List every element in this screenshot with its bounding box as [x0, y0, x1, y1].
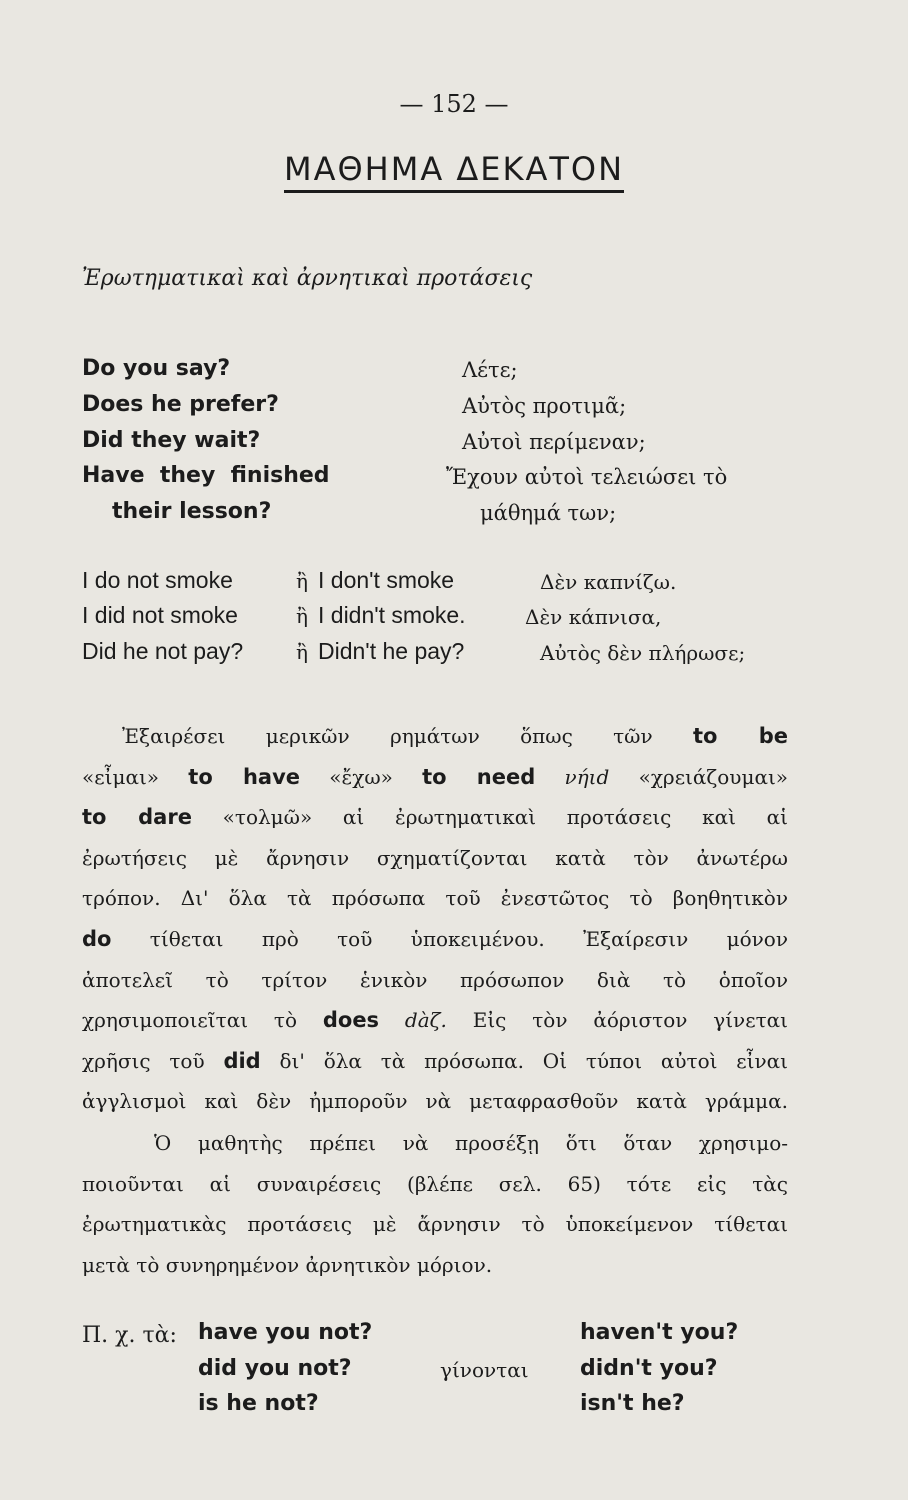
paragraph-contractions — [82, 1123, 788, 1285]
pair-full: I do not smoke — [82, 567, 233, 593]
text-line: ἐρωτηματικὰς προτάσεις μὲ ἄρνησιν τὸ ὑποκείμενον τίθεται — [82, 1212, 788, 1237]
pair-short: Didn't he pay? — [318, 638, 465, 664]
text-line: Ὁ μαθητὴς πρέπει νὰ προσέξῃ ὅτι ὅταν χρησιμο- — [154, 1131, 788, 1155]
contracted-form: didn't you? — [580, 1356, 718, 1381]
example-gr: Αὐτοὶ περίμεναν; — [462, 430, 646, 454]
paragraph-exceptions — [82, 716, 788, 1122]
example-gr: Λέτε; — [462, 358, 518, 382]
page-number: — 152 — — [399, 90, 509, 118]
text-line: ἐρωτήσεις μὲ ἄρνησιν σχηματίζονται κατὰ τὸν ἀνωτέρω — [82, 845, 788, 870]
text-line: Ἐξαιρέσει μερικῶν ρημάτων ὅπως τῶν to be — [122, 724, 788, 748]
pair-gr: Δὲν κάπνισα, — [525, 605, 662, 629]
pair-gr: Αὐτὸς δὲν πλήρωσε; — [540, 641, 746, 665]
text-line: μετὰ τὸ συνηρημένον ἀρνητικὸν μόριον. — [82, 1252, 493, 1277]
pair-or: ἢ — [296, 604, 308, 628]
uncontracted-form: is he not? — [198, 1391, 319, 1416]
example-gr: μάθημά των; — [480, 501, 617, 525]
example-en: Does he prefer? — [82, 392, 279, 417]
text-line: χρῆσις τοῦ did δι' ὅλα τὰ πρόσωπα. Οἱ τύποι αὐτοὶ εἶναι — [82, 1048, 789, 1073]
example-en: Do you say? — [82, 356, 231, 381]
example-en: their lesson? — [112, 499, 272, 524]
contracted-form: isn't he? — [580, 1391, 685, 1416]
pair-full: Did he not pay? — [82, 638, 244, 664]
text-line: ἀποτελεῖ τὸ τρίτον ἑνικὸν πρόσωπον διὰ τὸ ὁποῖον — [82, 967, 788, 992]
pair-gr: Δὲν καπνίζω. — [540, 570, 677, 594]
pair-short: I didn't smoke. — [318, 602, 466, 628]
text-line: «εἶμαι» to have «ἔχω» to need νήιd «χρειάζουμαι» — [82, 764, 789, 789]
section-subtitle: Ἐρωτηματικαὶ καὶ ἀρνητικαὶ προτάσεις — [82, 266, 533, 291]
pair-short: I don't smoke — [318, 567, 455, 593]
example-en: Have they finished — [82, 463, 330, 488]
text-line: ποιοῦνται αἱ συναιρέσεις (βλέπε σελ. 65) τότε εἰς τὰς — [82, 1171, 788, 1196]
contracted-form: haven't you? — [580, 1320, 739, 1345]
text-line: χρησιμοποιεῖται τὸ does dàζ. Εἰς τὸν ἀόριστον γίνεται — [82, 1008, 788, 1033]
becomes-label: γίνονται — [440, 1358, 529, 1382]
uncontracted-form: have you not? — [198, 1320, 373, 1345]
text-line: τρόπον. Δι' ὅλα τὰ πρόσωπα τοῦ ἐνεστῶτος τὸ βοηθητικὸν — [82, 886, 788, 911]
example-en: Did they wait? — [82, 428, 261, 453]
text-line: ἀγγλισμοὶ καὶ δὲν ἠμποροῦν νὰ μεταφρασθοῦν κατὰ γράμμα. — [82, 1089, 788, 1114]
pair-or: ἢ — [296, 569, 308, 593]
pair-or: ἢ — [296, 640, 308, 664]
pair-full: I did not smoke — [82, 602, 238, 628]
lesson-title-text: ΜΑΘΗΜΑ ΔΕΚΑΤΟΝ — [284, 150, 624, 193]
example-label: Π. χ. τὰ: — [82, 1323, 177, 1348]
example-gr: Αὐτὸς προτιμᾶ; — [462, 394, 627, 418]
lesson-title — [0, 150, 908, 188]
uncontracted-form: did you not? — [198, 1356, 352, 1381]
text-line: do τίθεται πρὸ τοῦ ὑποκειμένου. Ἐξαίρεσιν μόνον — [82, 926, 789, 951]
example-gr: Ἔχουν αὐτοὶ τελειώσει τὸ — [446, 465, 728, 489]
text-line: to dare «τολμῶ» αἱ ἐρωτηματικαὶ προτάσεις καὶ αἱ — [82, 805, 788, 830]
